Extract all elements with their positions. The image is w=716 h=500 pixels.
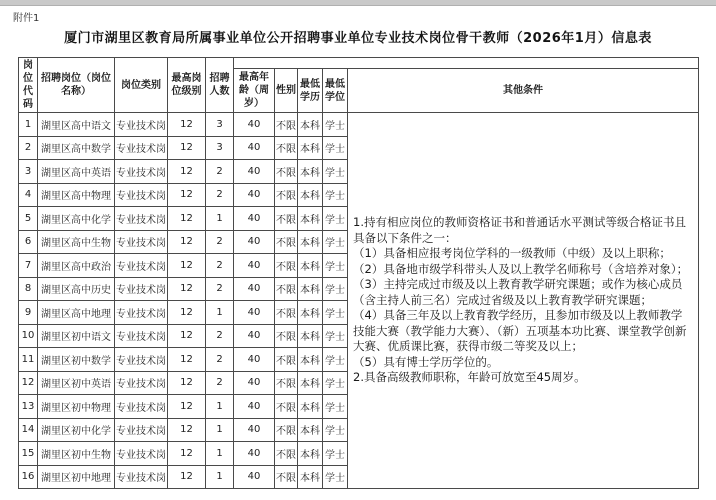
header-spacer-cell bbox=[234, 58, 699, 69]
cell-position: 湖里区初中地理 bbox=[38, 465, 115, 489]
cell-gender: 不限 bbox=[275, 395, 298, 419]
cell-age: 40 bbox=[234, 395, 275, 419]
cell-count: 2 bbox=[206, 348, 234, 372]
cell-category: 专业技术岗 bbox=[115, 465, 168, 489]
cell-gender: 不限 bbox=[275, 301, 298, 325]
cell-count: 2 bbox=[206, 183, 234, 207]
cell-count: 2 bbox=[206, 230, 234, 254]
cell-code: 12 bbox=[19, 371, 38, 395]
cell-age: 40 bbox=[234, 136, 275, 160]
cell-category: 专业技术岗 bbox=[115, 277, 168, 301]
cell-degree: 学士 bbox=[323, 160, 348, 184]
cell-category: 专业技术岗 bbox=[115, 348, 168, 372]
cell-category: 专业技术岗 bbox=[115, 371, 168, 395]
cell-education: 本科 bbox=[298, 465, 323, 489]
header-spacer-row bbox=[19, 58, 699, 69]
cell-count: 1 bbox=[206, 301, 234, 325]
cell-code: 1 bbox=[19, 113, 38, 137]
cell-code: 11 bbox=[19, 348, 38, 372]
cell-education: 本科 bbox=[298, 136, 323, 160]
cell-count: 2 bbox=[206, 324, 234, 348]
cell-gender: 不限 bbox=[275, 254, 298, 278]
cell-education: 本科 bbox=[298, 160, 323, 184]
cell-category: 专业技术岗 bbox=[115, 230, 168, 254]
header-other: 其他条件 bbox=[348, 69, 699, 113]
cell-level: 12 bbox=[168, 160, 206, 184]
cell-category: 专业技术岗 bbox=[115, 183, 168, 207]
cell-level: 12 bbox=[168, 324, 206, 348]
cell-count: 2 bbox=[206, 160, 234, 184]
cell-count: 1 bbox=[206, 418, 234, 442]
cell-code: 5 bbox=[19, 207, 38, 231]
cell-age: 40 bbox=[234, 254, 275, 278]
cell-education: 本科 bbox=[298, 277, 323, 301]
cell-count: 1 bbox=[206, 207, 234, 231]
cell-age: 40 bbox=[234, 371, 275, 395]
cell-position: 湖里区初中英语 bbox=[38, 371, 115, 395]
other-conditions-line: （5）具有博士学历学位的。 bbox=[353, 354, 499, 369]
recruitment-info-table bbox=[18, 57, 699, 489]
table-body bbox=[19, 113, 699, 489]
cell-category: 专业技术岗 bbox=[115, 301, 168, 325]
other-conditions-line: 1.持有相应岗位的教师资格证书和普通话水平测试等级合格证书且具备以下条件之一： bbox=[353, 215, 686, 245]
cell-age: 40 bbox=[234, 207, 275, 231]
other-conditions-line: （2）具备地市级学科带头人及以上教学名师称号（含培养对象）； bbox=[353, 261, 689, 276]
cell-category: 专业技术岗 bbox=[115, 254, 168, 278]
cell-count: 3 bbox=[206, 136, 234, 160]
cell-position: 湖里区高中物理 bbox=[38, 183, 115, 207]
cell-position: 湖里区高中语文 bbox=[38, 113, 115, 137]
cell-category: 专业技术岗 bbox=[115, 442, 168, 466]
cell-education: 本科 bbox=[298, 183, 323, 207]
cell-code: 6 bbox=[19, 230, 38, 254]
cell-education: 本科 bbox=[298, 395, 323, 419]
cell-degree: 学士 bbox=[323, 254, 348, 278]
cell-age: 40 bbox=[234, 277, 275, 301]
header-level: 最高岗位级别 bbox=[168, 58, 206, 113]
header-code: 岗位代码 bbox=[19, 58, 38, 113]
cell-position: 湖里区高中英语 bbox=[38, 160, 115, 184]
cell-age: 40 bbox=[234, 230, 275, 254]
cell-age: 40 bbox=[234, 418, 275, 442]
cell-degree: 学士 bbox=[323, 442, 348, 466]
cell-age: 40 bbox=[234, 160, 275, 184]
cell-position: 湖里区初中语文 bbox=[38, 324, 115, 348]
cell-code: 13 bbox=[19, 395, 38, 419]
cell-gender: 不限 bbox=[275, 277, 298, 301]
cell-code: 16 bbox=[19, 465, 38, 489]
cell-code: 4 bbox=[19, 183, 38, 207]
cell-gender: 不限 bbox=[275, 371, 298, 395]
cell-age: 40 bbox=[234, 324, 275, 348]
cell-count: 3 bbox=[206, 113, 234, 137]
cell-category: 专业技术岗 bbox=[115, 207, 168, 231]
cell-count: 1 bbox=[206, 442, 234, 466]
cell-level: 12 bbox=[168, 348, 206, 372]
cell-education: 本科 bbox=[298, 418, 323, 442]
cell-position: 湖里区初中生物 bbox=[38, 442, 115, 466]
header-category: 岗位类别 bbox=[115, 58, 168, 113]
cell-age: 40 bbox=[234, 348, 275, 372]
cell-category: 专业技术岗 bbox=[115, 395, 168, 419]
cell-degree: 学士 bbox=[323, 418, 348, 442]
cell-position: 湖里区高中数学 bbox=[38, 136, 115, 160]
cell-gender: 不限 bbox=[275, 418, 298, 442]
cell-degree: 学士 bbox=[323, 183, 348, 207]
cell-education: 本科 bbox=[298, 442, 323, 466]
cell-gender: 不限 bbox=[275, 442, 298, 466]
cell-gender: 不限 bbox=[275, 465, 298, 489]
cell-degree: 学士 bbox=[323, 230, 348, 254]
cell-education: 本科 bbox=[298, 207, 323, 231]
cell-position: 湖里区初中化学 bbox=[38, 418, 115, 442]
cell-category: 专业技术岗 bbox=[115, 160, 168, 184]
window-top-edge bbox=[0, 0, 716, 6]
cell-education: 本科 bbox=[298, 254, 323, 278]
cell-category: 专业技术岗 bbox=[115, 324, 168, 348]
cell-code: 2 bbox=[19, 136, 38, 160]
cell-position: 湖里区高中生物 bbox=[38, 230, 115, 254]
cell-count: 1 bbox=[206, 465, 234, 489]
cell-level: 12 bbox=[168, 371, 206, 395]
cell-degree: 学士 bbox=[323, 113, 348, 137]
cell-code: 10 bbox=[19, 324, 38, 348]
cell-level: 12 bbox=[168, 183, 206, 207]
cell-education: 本科 bbox=[298, 301, 323, 325]
cell-category: 专业技术岗 bbox=[115, 113, 168, 137]
header-age: 最高年龄（周岁） bbox=[234, 69, 275, 113]
cell-age: 40 bbox=[234, 442, 275, 466]
cell-code: 7 bbox=[19, 254, 38, 278]
cell-degree: 学士 bbox=[323, 465, 348, 489]
cell-gender: 不限 bbox=[275, 348, 298, 372]
header-education: 最低学历 bbox=[298, 69, 323, 113]
cell-level: 12 bbox=[168, 277, 206, 301]
cell-gender: 不限 bbox=[275, 136, 298, 160]
attachment-label: 附件1 bbox=[13, 13, 40, 24]
cell-education: 本科 bbox=[298, 230, 323, 254]
header-count: 招聘人数 bbox=[206, 58, 234, 113]
cell-level: 12 bbox=[168, 113, 206, 137]
cell-code: 14 bbox=[19, 418, 38, 442]
cell-gender: 不限 bbox=[275, 207, 298, 231]
cell-position: 湖里区初中数学 bbox=[38, 348, 115, 372]
cell-degree: 学士 bbox=[323, 348, 348, 372]
cell-level: 12 bbox=[168, 465, 206, 489]
cell-level: 12 bbox=[168, 136, 206, 160]
cell-gender: 不限 bbox=[275, 230, 298, 254]
cell-level: 12 bbox=[168, 442, 206, 466]
cell-category: 专业技术岗 bbox=[115, 418, 168, 442]
cell-code: 8 bbox=[19, 277, 38, 301]
cell-code: 9 bbox=[19, 301, 38, 325]
other-conditions-line: 2.具备高级教师职称，年龄可放宽至45周岁。 bbox=[353, 370, 586, 385]
cell-degree: 学士 bbox=[323, 395, 348, 419]
cell-code: 15 bbox=[19, 442, 38, 466]
cell-count: 2 bbox=[206, 277, 234, 301]
cell-education: 本科 bbox=[298, 371, 323, 395]
cell-age: 40 bbox=[234, 183, 275, 207]
cell-level: 12 bbox=[168, 301, 206, 325]
cell-degree: 学士 bbox=[323, 324, 348, 348]
cell-position: 湖里区高中政治 bbox=[38, 254, 115, 278]
cell-position: 湖里区高中化学 bbox=[38, 207, 115, 231]
cell-age: 40 bbox=[234, 301, 275, 325]
header-degree: 最低学位 bbox=[323, 69, 348, 113]
cell-gender: 不限 bbox=[275, 160, 298, 184]
cell-gender: 不限 bbox=[275, 113, 298, 137]
cell-education: 本科 bbox=[298, 324, 323, 348]
cell-education: 本科 bbox=[298, 348, 323, 372]
cell-level: 12 bbox=[168, 418, 206, 442]
table-header bbox=[19, 58, 699, 113]
other-conditions-line: （3）主持完成过市级及以上教育教学研究课题；或作为核心成员（含主持人前三名）完成过省级及以上教育教学研究课题； bbox=[353, 277, 683, 307]
cell-gender: 不限 bbox=[275, 183, 298, 207]
page-title: 厦门市湖里区教育局所属事业单位公开招聘事业单位专业技术岗位骨干教师（2026年1月）信息表 bbox=[64, 31, 652, 46]
other-conditions-cell bbox=[348, 113, 699, 489]
cell-code: 3 bbox=[19, 160, 38, 184]
cell-degree: 学士 bbox=[323, 207, 348, 231]
cell-level: 12 bbox=[168, 254, 206, 278]
cell-age: 40 bbox=[234, 465, 275, 489]
header-position: 招聘岗位（岗位名称） bbox=[38, 58, 115, 113]
cell-count: 1 bbox=[206, 395, 234, 419]
cell-level: 12 bbox=[168, 395, 206, 419]
header-gender: 性别 bbox=[275, 69, 298, 113]
cell-degree: 学士 bbox=[323, 301, 348, 325]
cell-gender: 不限 bbox=[275, 324, 298, 348]
cell-degree: 学士 bbox=[323, 277, 348, 301]
other-conditions-line: （1）具备相应报考岗位学科的一级教师（中级）及以上职称； bbox=[353, 246, 671, 261]
cell-education: 本科 bbox=[298, 113, 323, 137]
cell-category: 专业技术岗 bbox=[115, 136, 168, 160]
cell-level: 12 bbox=[168, 207, 206, 231]
cell-position: 湖里区高中历史 bbox=[38, 277, 115, 301]
cell-count: 2 bbox=[206, 371, 234, 395]
other-conditions-line: （4）具备三年及以上教育教学经历，且参加市级及以上教师教学技能大赛（教学能力大赛）、（新）五项基本功比赛、课堂教学创新大赛、优质课比赛，获得市级二等奖及以上； bbox=[353, 308, 687, 354]
table-row bbox=[19, 113, 699, 137]
cell-degree: 学士 bbox=[323, 371, 348, 395]
cell-level: 12 bbox=[168, 230, 206, 254]
cell-position: 湖里区初中物理 bbox=[38, 395, 115, 419]
cell-position: 湖里区高中地理 bbox=[38, 301, 115, 325]
cell-age: 40 bbox=[234, 113, 275, 137]
cell-count: 2 bbox=[206, 254, 234, 278]
cell-degree: 学士 bbox=[323, 136, 348, 160]
